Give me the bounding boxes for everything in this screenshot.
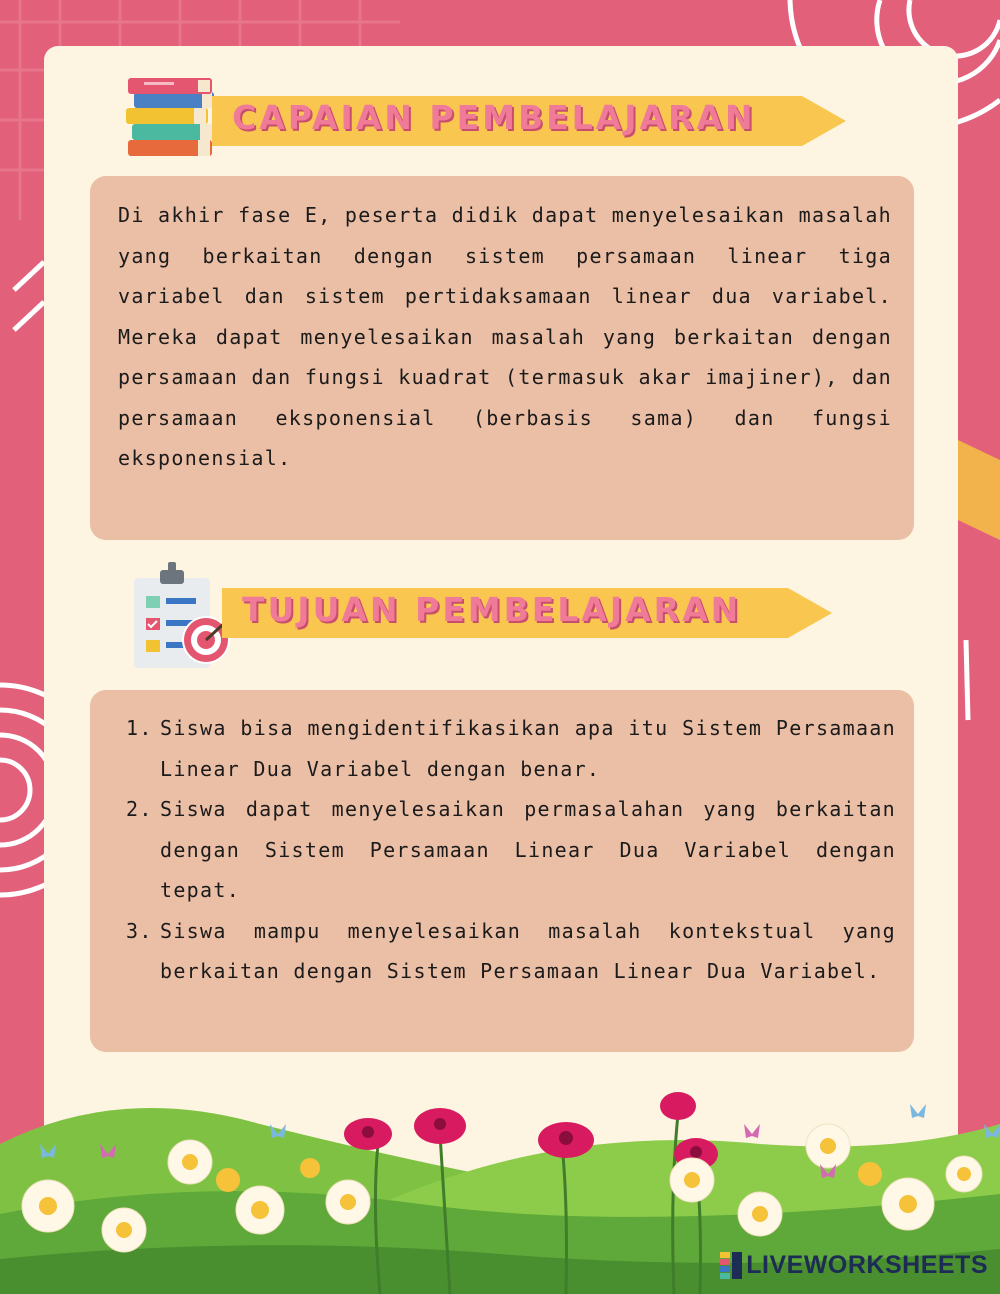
section2-title: TUJUAN PEMBELAJARAN [242, 590, 742, 629]
section1-box [90, 176, 914, 540]
list-item-text: Siswa dapat menyelesaikan permasalahan yang berkaitan dengan Sistem Persamaan Linear Dua Variabel dengan tepat. [160, 797, 896, 902]
liveworksheets-brand [720, 1251, 988, 1280]
list-item: 2. Siswa dapat menyelesaikan permasalahan yang berkaitan dengan Sistem Persamaan Linear Dua Variabel dengan tepat. [126, 797, 896, 902]
brand-name: LIVEWORKSHEETS [746, 1251, 988, 1279]
list-item-text: Siswa bisa mengidentifikasikan apa itu Sistem Persamaan Linear Dua Variabel dengan benar. [160, 716, 896, 781]
stacked-books-icon [124, 78, 218, 160]
liveworksheets-logo-icon [720, 1252, 742, 1280]
objectives-list [126, 708, 896, 992]
section2-box [90, 690, 914, 1052]
section1-banner [212, 90, 852, 152]
section1-body: Di akhir fase E, peserta didik dapat menyelesaikan masalah yang berkaitan dengan sistem persamaan linear tiga variabel dan sistem pertidaksamaan linear dua variabel. Mereka dapat menyelesaikan masalah yang berkaitan dengan persamaan dan fungsi kuadrat (termasuk akar imajiner), dan persamaan eksponensial (berbasis sama) dan fungsi eksponensial. [118, 203, 892, 470]
section2-banner [222, 582, 836, 644]
section1-title: CAPAIAN PEMBELAJARAN [232, 98, 756, 137]
list-item: 3. Siswa mampu menyelesaikan masalah kontekstual yang berkaitan dengan Sistem Persamaan Linear Dua Variabel. [126, 918, 896, 983]
list-item: 1. Siswa bisa mengidentifikasikan apa itu Sistem Persamaan Linear Dua Variabel dengan benar. [126, 716, 896, 781]
list-item-text: Siswa mampu menyelesaikan masalah kontekstual yang berkaitan dengan Sistem Persamaan Linear Dua Variabel. [160, 918, 896, 983]
clipboard-target-icon [132, 560, 234, 670]
